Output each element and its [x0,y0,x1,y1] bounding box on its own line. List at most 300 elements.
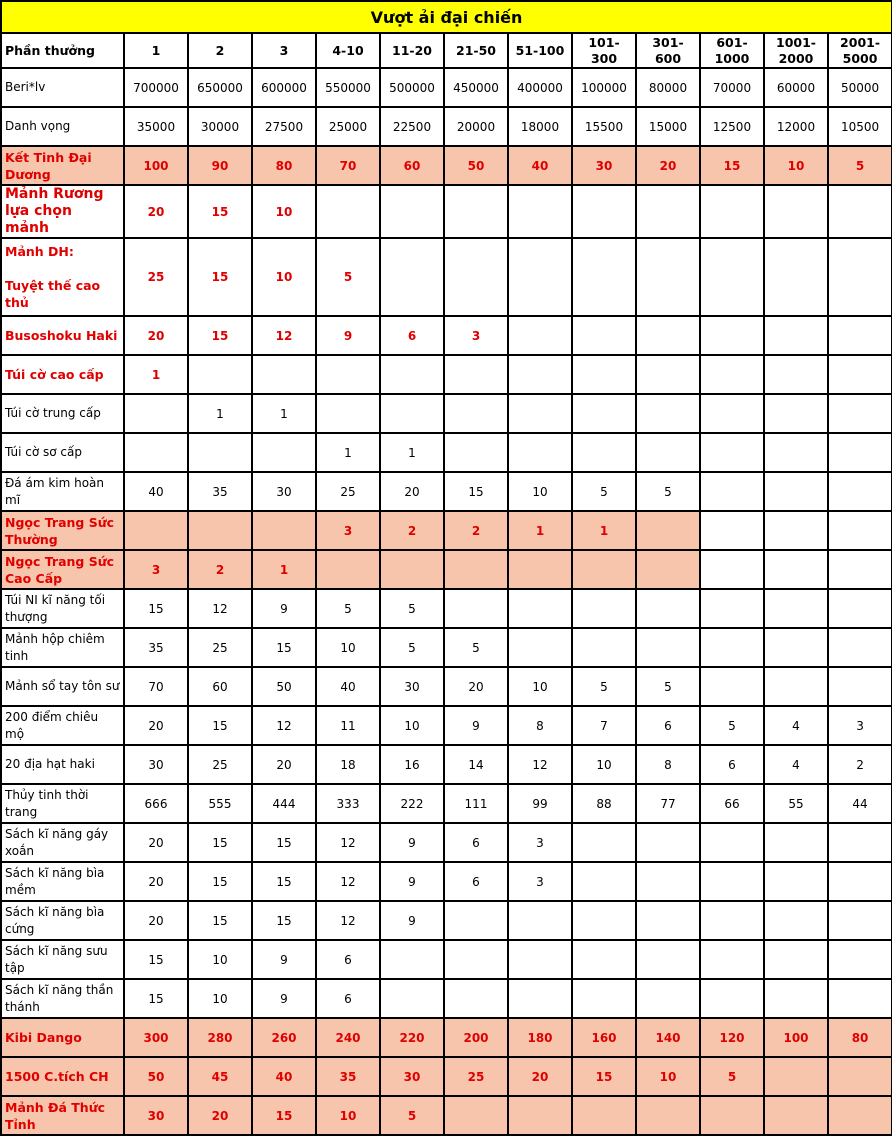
reward-value: 2 [828,745,892,784]
table-row [1,1096,892,1135]
reward-value [124,394,188,433]
reward-value [444,550,508,589]
reward-value: 20 [508,1057,572,1096]
reward-value [380,940,444,979]
reward-value: 8 [508,706,572,745]
reward-value [380,979,444,1018]
reward-value: 15 [188,862,252,901]
table-row [1,107,892,146]
reward-value [828,628,892,667]
reward-value: 12 [316,823,380,862]
rank-header: 601-1000 [700,33,764,68]
reward-value: 15 [252,1096,316,1135]
reward-value: 50 [124,1057,188,1096]
table-row [1,238,892,316]
table-row [1,472,892,511]
reward-value: 6 [444,862,508,901]
reward-value: 9 [252,589,316,628]
table-title: Vượt ải đại chiến [1,1,892,33]
reward-value: 1 [508,511,572,550]
table-row [1,1057,892,1096]
reward-label: Ngọc Trang Sức Cao Cấp [1,550,124,589]
reward-value: 70 [316,146,380,185]
reward-value: 4 [764,745,828,784]
reward-value: 15 [252,901,316,940]
reward-value: 5 [316,238,380,316]
reward-value: 550000 [316,68,380,107]
reward-value: 10 [188,940,252,979]
reward-value: 666 [124,784,188,823]
reward-value [828,394,892,433]
reward-label: Sách kĩ năng thần thánh [1,979,124,1018]
reward-value: 12 [316,862,380,901]
reward-value: 35 [188,472,252,511]
reward-value: 450000 [444,68,508,107]
reward-value [252,433,316,472]
reward-value [572,589,636,628]
reward-value [700,823,764,862]
reward-value [700,862,764,901]
reward-value: 30 [252,472,316,511]
reward-value: 3 [316,511,380,550]
reward-value: 12 [252,316,316,355]
reward-value [572,979,636,1018]
reward-value: 15 [124,979,188,1018]
reward-value: 5 [572,667,636,706]
reward-value: 12 [316,901,380,940]
reward-value [764,355,828,394]
reward-value [636,316,700,355]
reward-value: 10 [380,706,444,745]
reward-value: 25 [188,628,252,667]
reward-value: 25 [444,1057,508,1096]
reward-value [444,940,508,979]
reward-value: 1 [252,394,316,433]
reward-value: 6 [316,940,380,979]
reward-value: 1 [188,394,252,433]
reward-value: 5 [380,628,444,667]
reward-value [572,238,636,316]
reward-value [828,1096,892,1135]
reward-value: 35 [124,628,188,667]
reward-value: 10 [188,979,252,1018]
reward-value [188,433,252,472]
reward-label: Mảnh Đá Thức Tỉnh [1,1096,124,1135]
reward-value: 500000 [380,68,444,107]
reward-value [764,394,828,433]
reward-value: 20 [124,706,188,745]
rank-header: 1 [124,33,188,68]
reward-value [828,472,892,511]
reward-value [572,394,636,433]
reward-value [828,1057,892,1096]
reward-value [124,433,188,472]
reward-value [572,862,636,901]
reward-value: 650000 [188,68,252,107]
reward-value: 15 [252,862,316,901]
reward-value [508,433,572,472]
reward-value [636,355,700,394]
reward-value [764,1096,828,1135]
reward-value [764,316,828,355]
reward-value: 20 [124,862,188,901]
reward-value [764,1057,828,1096]
reward-value: 5 [316,589,380,628]
reward-value [636,433,700,472]
reward-label: Sách kĩ năng sưu tập [1,940,124,979]
reward-value [764,185,828,238]
reward-value: 333 [316,784,380,823]
reward-label: Busoshoku Haki [1,316,124,355]
reward-value: 4 [764,706,828,745]
reward-value [572,550,636,589]
reward-value [764,511,828,550]
reward-value [700,628,764,667]
table-row [1,433,892,472]
reward-value: 70 [124,667,188,706]
reward-value: 6 [444,823,508,862]
reward-value: 15 [188,238,252,316]
reward-value: 20 [636,146,700,185]
reward-value [572,316,636,355]
reward-value: 45 [188,1057,252,1096]
reward-value [636,1096,700,1135]
reward-value [828,823,892,862]
reward-value: 6 [700,745,764,784]
table-row [1,68,892,107]
reward-label: Sách kĩ năng gáy xoắn [1,823,124,862]
reward-value [316,394,380,433]
reward-value [380,394,444,433]
reward-value: 25000 [316,107,380,146]
reward-value [700,667,764,706]
table-row [1,511,892,550]
reward-value: 6 [380,316,444,355]
reward-value [636,979,700,1018]
reward-value [700,355,764,394]
reward-value [828,901,892,940]
reward-value: 35000 [124,107,188,146]
reward-value: 20 [124,185,188,238]
reward-value [508,185,572,238]
reward-value: 5 [380,1096,444,1135]
reward-value: 25 [188,745,252,784]
reward-value: 120 [700,1018,764,1057]
reward-value [508,940,572,979]
rank-header: 51-100 [508,33,572,68]
reward-value [508,901,572,940]
reward-value: 60000 [764,68,828,107]
reward-value [444,979,508,1018]
reward-value: 30 [124,745,188,784]
reward-value: 2 [380,511,444,550]
reward-value: 10 [764,146,828,185]
reward-value: 10 [508,472,572,511]
reward-value: 50 [252,667,316,706]
reward-value [828,667,892,706]
reward-value: 12000 [764,107,828,146]
reward-value [636,628,700,667]
table-row [1,146,892,185]
reward-value: 90 [188,146,252,185]
reward-label: Beri*lv [1,68,124,107]
reward-value [252,355,316,394]
reward-value: 10500 [828,107,892,146]
reward-value: 16 [380,745,444,784]
reward-value [700,550,764,589]
reward-value: 1 [316,433,380,472]
reward-value: 180 [508,1018,572,1057]
reward-value [700,316,764,355]
reward-label: Túi cờ trung cấp [1,394,124,433]
reward-value: 6 [636,706,700,745]
reward-value: 15 [700,146,764,185]
reward-label: Thủy tinh thời trang [1,784,124,823]
reward-value: 15 [252,823,316,862]
reward-value [828,940,892,979]
reward-value: 3 [508,823,572,862]
reward-value: 9 [380,823,444,862]
reward-label: 1500 C.tích CH [1,1057,124,1096]
reward-value: 10 [316,1096,380,1135]
reward-value: 30 [380,1057,444,1096]
reward-value: 9 [316,316,380,355]
reward-value: 15 [444,472,508,511]
reward-value [444,433,508,472]
reward-value [764,940,828,979]
reward-value: 9 [252,940,316,979]
reward-label: Kết Tinh Đại Dương [1,146,124,185]
reward-value [508,238,572,316]
reward-value [636,394,700,433]
reward-value: 1 [380,433,444,472]
reward-value [764,862,828,901]
reward-value: 60 [188,667,252,706]
reward-value [828,433,892,472]
reward-value: 15 [124,940,188,979]
reward-value: 10 [572,745,636,784]
reward-label: Mảnh hộp chiêm tinh [1,628,124,667]
reward-label: Kibi Dango [1,1018,124,1057]
table-row [1,745,892,784]
table-row [1,706,892,745]
reward-value [572,628,636,667]
reward-label: 200 điểm chiêu mộ [1,706,124,745]
reward-value [508,316,572,355]
table-row [1,784,892,823]
reward-value [828,316,892,355]
reward-value: 27500 [252,107,316,146]
reward-value [828,589,892,628]
reward-value [636,940,700,979]
reward-value: 12 [252,706,316,745]
table-row [1,316,892,355]
reward-value [764,979,828,1018]
reward-value [316,550,380,589]
reward-value [828,550,892,589]
reward-value: 100 [764,1018,828,1057]
reward-value [764,823,828,862]
reward-value: 8 [636,745,700,784]
reward-value: 100000 [572,68,636,107]
reward-label: Sách kĩ năng bìa mềm [1,862,124,901]
reward-value [828,238,892,316]
table-row [1,1018,892,1057]
reward-value: 70000 [700,68,764,107]
reward-value [380,355,444,394]
reward-value [828,979,892,1018]
reward-value: 18 [316,745,380,784]
reward-value: 88 [572,784,636,823]
reward-value: 3 [444,316,508,355]
reward-value [764,472,828,511]
reward-value: 30 [572,146,636,185]
reward-value: 20 [124,901,188,940]
reward-value: 5 [380,589,444,628]
reward-label: Mảnh sổ tay tôn sư [1,667,124,706]
reward-value [572,901,636,940]
reward-value [700,511,764,550]
reward-value [380,238,444,316]
reward-value: 30 [380,667,444,706]
table-row [1,394,892,433]
reward-value [572,433,636,472]
reward-label: Ngọc Trang Sức Thường [1,511,124,550]
reward-value [764,550,828,589]
reward-value: 40 [124,472,188,511]
reward-value: 3 [124,550,188,589]
reward-value: 10 [252,185,316,238]
reward-value: 10 [636,1057,700,1096]
reward-value [188,355,252,394]
header-label: Phần thưởng [1,33,124,68]
reward-value: 240 [316,1018,380,1057]
reward-value: 10 [252,238,316,316]
reward-value [636,901,700,940]
reward-value [252,511,316,550]
reward-value: 9 [444,706,508,745]
reward-value: 400000 [508,68,572,107]
reward-value [508,550,572,589]
table-row [1,185,892,238]
rank-header: 101-300 [572,33,636,68]
reward-value: 40 [508,146,572,185]
reward-value: 1 [124,355,188,394]
reward-value: 50000 [828,68,892,107]
reward-value [636,185,700,238]
reward-value: 15 [188,316,252,355]
reward-value: 15 [572,1057,636,1096]
table-row [1,589,892,628]
reward-value [764,901,828,940]
reward-value: 280 [188,1018,252,1057]
reward-value [508,355,572,394]
reward-value [316,355,380,394]
reward-value: 555 [188,784,252,823]
reward-value [444,238,508,316]
reward-label: Túi cờ cao cấp [1,355,124,394]
reward-value [508,1096,572,1135]
reward-value: 100 [124,146,188,185]
reward-value [636,862,700,901]
reward-value: 12 [188,589,252,628]
reward-label: Túi cờ sơ cấp [1,433,124,472]
reward-value: 7 [572,706,636,745]
reward-value: 55 [764,784,828,823]
reward-value: 77 [636,784,700,823]
reward-value [764,628,828,667]
table-row [1,667,892,706]
reward-label: Túi NI kĩ năng tối thượng [1,589,124,628]
reward-value: 5 [700,1057,764,1096]
reward-value [444,589,508,628]
reward-value: 9 [380,862,444,901]
reward-value [636,511,700,550]
reward-value [764,667,828,706]
reward-value: 25 [316,472,380,511]
reward-value: 10 [316,628,380,667]
reward-value: 12 [508,745,572,784]
reward-value: 6 [316,979,380,1018]
reward-value [700,589,764,628]
reward-value [380,185,444,238]
reward-value: 5 [444,628,508,667]
reward-value [700,940,764,979]
reward-value [764,433,828,472]
reward-value: 220 [380,1018,444,1057]
reward-value: 11 [316,706,380,745]
reward-value [828,862,892,901]
reward-value: 15 [188,185,252,238]
reward-value [124,511,188,550]
reward-value [700,185,764,238]
reward-value: 18000 [508,107,572,146]
reward-value [444,1096,508,1135]
reward-value [444,394,508,433]
reward-value: 20000 [444,107,508,146]
reward-value: 444 [252,784,316,823]
reward-value [508,979,572,1018]
reward-value: 99 [508,784,572,823]
reward-value [828,355,892,394]
reward-value: 44 [828,784,892,823]
reward-value: 20 [124,823,188,862]
rank-header: 3 [252,33,316,68]
reward-value [572,940,636,979]
reward-value: 222 [380,784,444,823]
reward-value [700,901,764,940]
reward-value [508,394,572,433]
reward-value: 200 [444,1018,508,1057]
reward-value: 20 [444,667,508,706]
reward-value [508,628,572,667]
reward-value [828,185,892,238]
reward-value [700,238,764,316]
reward-value [508,589,572,628]
reward-value [700,394,764,433]
table-row [1,901,892,940]
reward-value: 80 [828,1018,892,1057]
reward-value: 5 [636,472,700,511]
reward-value: 14 [444,745,508,784]
reward-value: 3 [828,706,892,745]
reward-value [700,1096,764,1135]
reward-value: 80000 [636,68,700,107]
reward-value: 2 [444,511,508,550]
rank-header: 4-10 [316,33,380,68]
reward-value [444,185,508,238]
reward-value: 15500 [572,107,636,146]
